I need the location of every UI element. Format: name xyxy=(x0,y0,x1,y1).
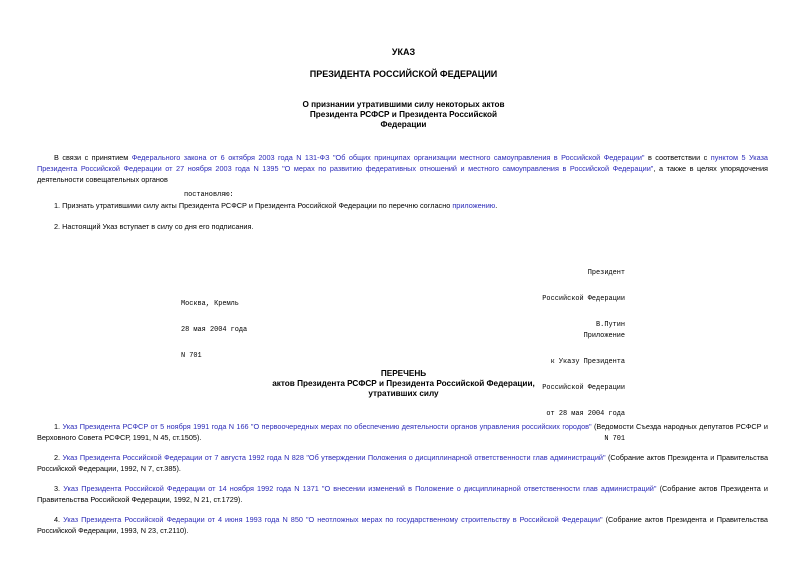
item-1-text: 1. Признать утратившими силу акты Президента РСФСР и Президента Российской Федерации по перечню согласно xyxy=(54,201,453,210)
decree-word: постановляю: xyxy=(184,191,234,199)
place-date-block xyxy=(181,283,247,369)
list-item-source: (Собрание актов Президента и Правительства Российской Федерации, 1992, N 21, ст.1729). xyxy=(37,484,769,504)
list-subtitle-2: утративших силу xyxy=(368,389,439,398)
intro-paragraph xyxy=(37,152,768,185)
list-subtitle-1: актов Президента РСФСР и Президента Российской Федерации, xyxy=(272,379,535,388)
list-item xyxy=(37,452,768,474)
appendix-line-5: N 701 xyxy=(604,435,625,444)
place-line-2: 28 мая 2004 года xyxy=(181,325,248,334)
place-line-3: N 701 xyxy=(181,351,202,360)
list-title: ПЕРЕЧЕНЬ xyxy=(380,369,427,378)
item-1-end: . xyxy=(495,201,498,210)
appendix-line-3: Российской Федерации xyxy=(542,383,625,392)
list-item-number: 4. xyxy=(54,515,64,524)
item-1 xyxy=(37,200,768,211)
appendix-link[interactable]: приложению xyxy=(452,201,496,210)
heading-line-1: О признании утратившими силу некоторых актов xyxy=(302,100,505,109)
intro-text-1: В связи с принятием xyxy=(54,153,132,162)
list-item-link[interactable]: Указ Президента РСФСР от 5 ноября 1991 года N 166 "О первоочередных мерах по обеспечению деятельности органов управления российских городов" xyxy=(62,422,592,431)
decree-1395-link[interactable]: пунктом 5 Указа Президента Российской Федерации от 27 ноября 2003 года N 1395 "О мерах по развитию федеративных отношений и местного самоуправления в Российской Федерации" xyxy=(37,153,768,173)
document-heading xyxy=(0,100,807,130)
list-heading xyxy=(0,369,807,399)
item-2: 2. Настоящий Указ вступает в силу со дня его подписания. xyxy=(54,222,254,231)
list-item-source: (Ведомости Съезда народных депутатов РСФСР и Верховного Совета РСФСР, 1991, N 45, ст.1505). xyxy=(37,422,768,442)
list-item-number: 2. xyxy=(54,453,63,462)
list-item xyxy=(37,421,768,443)
list-item xyxy=(37,483,768,505)
document-subtitle: ПРЕЗИДЕНТА РОССИЙСКОЙ ФЕДЕРАЦИИ xyxy=(309,69,498,79)
appendix-line-1: Приложение xyxy=(583,332,625,341)
list-item-link[interactable]: Указ Президента Российской Федерации от 14 ноября 1992 года N 1371 "О внесении изменений в Положение о дисциплинарной ответственности глав администраций" xyxy=(63,484,657,493)
list-item-link[interactable]: Указ Президента Российской Федерации от 7 августа 1992 года N 828 "Об утверждении Положения о дисциплинарной ответственности глав администраций" xyxy=(62,453,606,462)
signature-line-1: Президент xyxy=(587,269,625,278)
list-item-number: 1. xyxy=(54,422,63,431)
intro-text-2: в соответствии с xyxy=(644,153,711,162)
appendix-line-4: от 28 мая 2004 года xyxy=(546,409,625,418)
document-title: УКАЗ xyxy=(391,47,416,57)
list-item xyxy=(37,514,768,536)
federal-law-link[interactable]: Федерального закона от 6 октября 2003 года N 131-ФЗ "Об общих принципах организации местного самоуправления в Российской Федерации" xyxy=(131,153,645,162)
signature-line-2: Российской Федерации xyxy=(542,294,625,303)
list-item-link[interactable]: Указ Президента Российской Федерации от 4 июня 1993 года N 850 "О неотложных мерах по государственному строительству в Российской Федерации" xyxy=(63,515,603,524)
place-line-1: Москва, Кремль xyxy=(181,300,239,309)
heading-line-3: Федерации xyxy=(380,120,427,129)
heading-line-2: Президента РСФСР и Президента Российской xyxy=(309,110,498,119)
list-item-source: (Собрание актов Президента и Правительства Российской Федерации, 1992, N 7, ст.385). xyxy=(37,453,769,473)
signature-line-3: В.Путин xyxy=(596,320,625,329)
list-item-number: 3. xyxy=(54,484,64,493)
list-item-source: (Собрание актов Президента и Правительства Российской Федерации, 1993, N 23, ст.2110). xyxy=(37,515,768,535)
intro-text-3: , а также в целях упорядочения деятельности совещательных органов xyxy=(37,164,768,184)
appendix-line-2: к Указу Президента xyxy=(550,357,625,366)
